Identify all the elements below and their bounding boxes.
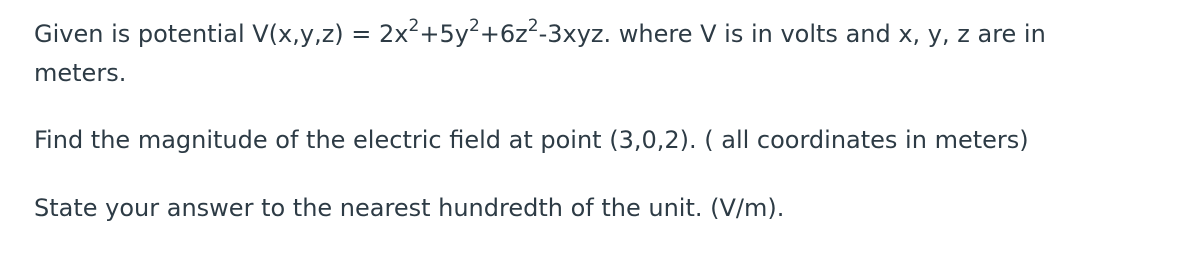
- potential-definition-line: [34, 18, 1046, 51]
- potential-z-term: +6z: [479, 20, 528, 48]
- potential-y-term: +5y: [419, 20, 469, 48]
- potential-prefix-text: Given is potential V(x,y,z) = 2x: [34, 20, 409, 48]
- x-exponent: 2: [408, 16, 420, 36]
- units-continuation-line: meters.: [34, 59, 127, 87]
- y-exponent: 2: [468, 16, 480, 36]
- z-exponent: 2: [527, 16, 539, 36]
- potential-suffix-text: -3xyz. where V is in volts and x, y, z are in: [538, 20, 1046, 48]
- instruction-line: State your answer to the nearest hundredth of the unit. (V/m).: [34, 194, 785, 222]
- question-line: Find the magnitude of the electric field at point (3,0,2). ( all coordinates in meters): [34, 126, 1029, 154]
